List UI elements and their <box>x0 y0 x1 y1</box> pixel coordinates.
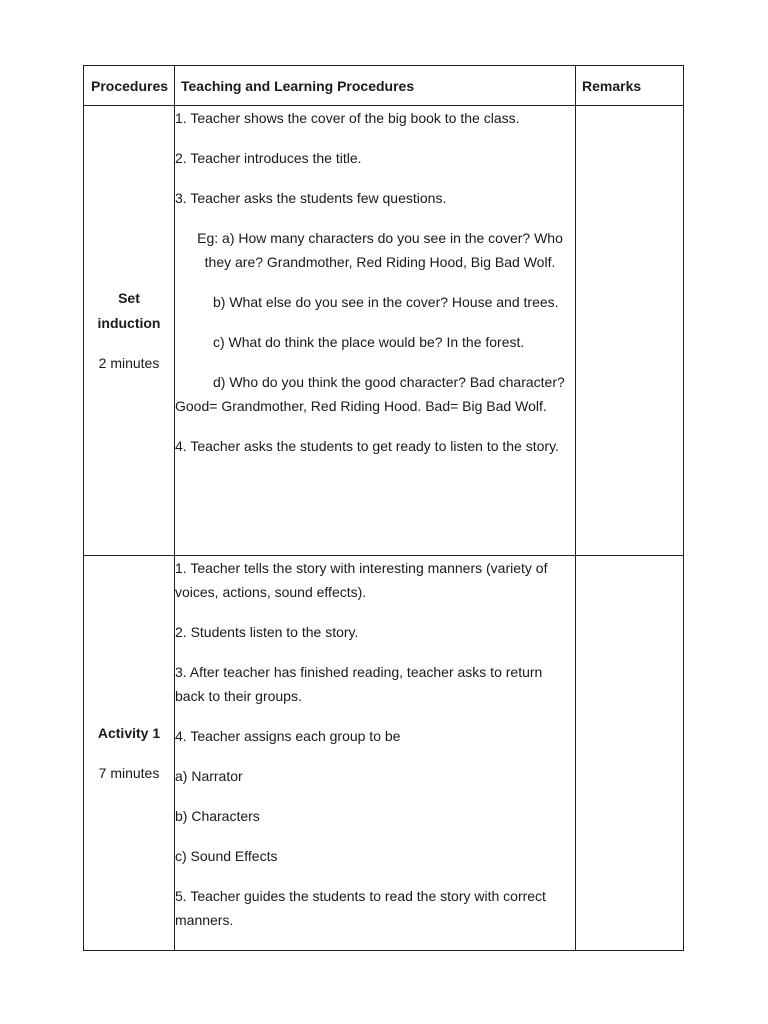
step-text: 3. Teacher asks the students few questions. <box>175 190 447 206</box>
step-text: Eg: a) How many characters do you see in the cover? Who they are? Grandmother, Red Riding Hood, Big Bad Wolf. <box>197 230 563 270</box>
stage-cell <box>84 106 175 556</box>
stage-duration: 7 minutes <box>98 764 160 781</box>
stage-cell <box>84 556 175 951</box>
step-text: 2. Teacher introduces the title. <box>175 150 362 166</box>
step-text: 2. Students listen to the story. <box>175 624 359 640</box>
step-text: 4. Teacher asks the students to get ready to listen to the story. <box>175 438 559 454</box>
stage-name: Set <box>118 289 140 306</box>
step-text: b) What else do you see in the cover? House and trees. <box>213 294 559 310</box>
remarks-cell <box>576 556 684 951</box>
step-text: 3. After teacher has finished reading, teacher asks to return back to their groups. <box>175 664 543 704</box>
step-text: c) What do think the place would be? In the forest. <box>213 334 525 350</box>
table-row <box>84 556 684 951</box>
steps-cell <box>175 106 576 556</box>
remarks-cell <box>576 106 684 556</box>
stage-name: Activity 1 <box>97 724 161 741</box>
step-text: 1. Teacher shows the cover of the big book to the class. <box>175 110 520 126</box>
lesson-plan-table <box>83 65 684 951</box>
step-text: a) Narrator <box>175 768 243 784</box>
stage-duration: 2 minutes <box>98 354 160 371</box>
step-text: 5. Teacher guides the students to read the story with correct manners. <box>175 888 546 928</box>
step-text: 1. Teacher tells the story with interesting manners (variety of voices, actions, sound effects). <box>175 560 548 600</box>
header-teaching-learning: Teaching and Learning Procedures <box>175 66 576 106</box>
stage-name-line2: induction <box>97 314 161 331</box>
table-header-row <box>84 66 684 106</box>
step-text: 4. Teacher assigns each group to be <box>175 728 401 744</box>
steps-cell <box>175 556 576 951</box>
step-text: d) Who do you think the good character? Bad character? Good= Grandmother, Red Riding Hood. Bad= Big Bad Wolf. <box>175 374 565 414</box>
table-row <box>84 106 684 556</box>
step-text: c) Sound Effects <box>175 848 278 864</box>
header-procedures: Procedures <box>84 66 175 106</box>
step-text: b) Characters <box>175 808 260 824</box>
header-remarks: Remarks <box>576 66 684 106</box>
